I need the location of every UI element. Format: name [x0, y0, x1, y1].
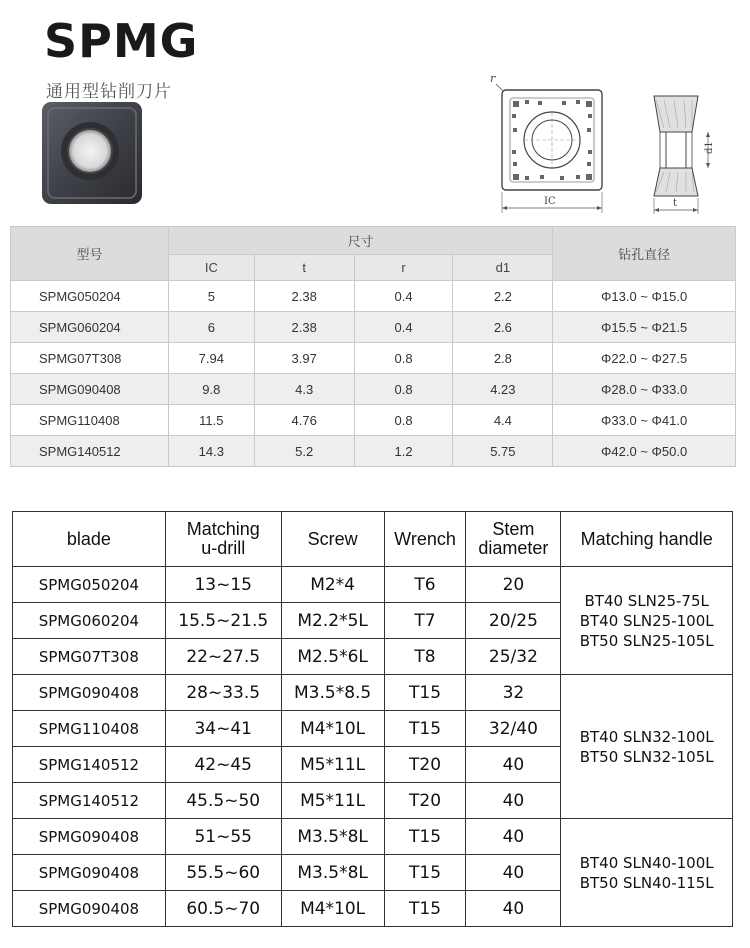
screw-cell: M4*10L	[281, 891, 384, 927]
r-cell: 0.4	[354, 312, 453, 343]
t-cell: 4.3	[254, 374, 354, 405]
model-cell: SPMG110408	[11, 405, 169, 436]
stem-cell: 40	[466, 855, 561, 891]
r-cell: 0.8	[354, 405, 453, 436]
header-ic: IC	[168, 255, 254, 281]
screw-cell: M2.5*6L	[281, 639, 384, 675]
wrench-cell: T20	[384, 783, 466, 819]
insert-top-view-drawing	[480, 68, 620, 218]
table-row	[11, 281, 736, 312]
handle-model: BT50 SLN25-105L	[579, 631, 714, 650]
hole-diameter-cell: Φ13.0 ~ Φ15.0	[553, 281, 736, 312]
d1-cell: 4.23	[453, 374, 553, 405]
model-cell: SPMG090408	[11, 374, 169, 405]
r-cell: 1.2	[354, 436, 453, 467]
handle-model: BT50 SLN32-105L	[579, 747, 714, 766]
ic-cell: 7.94	[168, 343, 254, 374]
table-row	[13, 819, 733, 855]
udrill-cell: 13~15	[165, 567, 281, 603]
ic-cell: 9.8	[168, 374, 254, 405]
table-row	[11, 374, 736, 405]
stem-cell: 20	[466, 567, 561, 603]
screw-cell: M2*4	[281, 567, 384, 603]
wrench-cell: T15	[384, 675, 466, 711]
model-cell: SPMG140512	[11, 436, 169, 467]
blade-cell: SPMG050204	[13, 567, 166, 603]
wrench-cell: T15	[384, 819, 466, 855]
matching-table	[12, 511, 733, 927]
blade-cell: SPMG140512	[13, 747, 166, 783]
wrench-cell: T7	[384, 603, 466, 639]
radius-label: r	[490, 72, 496, 85]
stem-cell: 20/25	[466, 603, 561, 639]
handle-model: BT40 SLN25-100L	[579, 611, 714, 630]
udrill-cell: 28~33.5	[165, 675, 281, 711]
header-matching-udrill	[165, 512, 281, 567]
stem-cell: 40	[466, 747, 561, 783]
udrill-cell: 60.5~70	[165, 891, 281, 927]
model-cell: SPMG07T308	[11, 343, 169, 374]
wrench-cell: T15	[384, 855, 466, 891]
blade-cell: SPMG090408	[13, 855, 166, 891]
blade-cell: SPMG140512	[13, 783, 166, 819]
wrench-cell: T8	[384, 639, 466, 675]
header-t: t	[254, 255, 354, 281]
r-cell: 0.4	[354, 281, 453, 312]
header-size: 尺寸	[168, 227, 552, 255]
header-blade: blade	[13, 512, 166, 567]
stem-cell: 40	[466, 891, 561, 927]
udrill-cell: 15.5~21.5	[165, 603, 281, 639]
header-udrill-line2: u-drill	[201, 538, 246, 558]
hole-diameter-cell: Φ42.0 ~ Φ50.0	[553, 436, 736, 467]
header-d1: d1	[453, 255, 553, 281]
insert-photo	[38, 98, 148, 210]
header-stem-line1: Stem	[492, 519, 535, 539]
blade-cell: SPMG060204	[13, 603, 166, 639]
header-stem-line2: diameter	[478, 538, 549, 558]
wrench-cell: T20	[384, 747, 466, 783]
hole-diameter-cell: Φ15.5 ~ Φ21.5	[553, 312, 736, 343]
model-cell: SPMG060204	[11, 312, 169, 343]
stem-cell: 25/32	[466, 639, 561, 675]
t-cell: 5.2	[254, 436, 354, 467]
table-row	[11, 436, 736, 467]
t-cell: 4.76	[254, 405, 354, 436]
t-cell: 2.38	[254, 281, 354, 312]
ic-cell: 6	[168, 312, 254, 343]
d1-label: d1	[704, 141, 715, 154]
udrill-cell: 34~41	[165, 711, 281, 747]
table-row	[11, 343, 736, 374]
d1-cell: 5.75	[453, 436, 553, 467]
screw-cell: M3.5*8L	[281, 855, 384, 891]
header-udrill-line1: Matching	[186, 519, 260, 539]
page-title: SPMG	[44, 14, 199, 68]
table-row	[11, 312, 736, 343]
wrench-cell: T15	[384, 891, 466, 927]
spec-table	[10, 226, 736, 467]
matching-handle-cell	[561, 819, 733, 927]
screw-cell: M3.5*8.5	[281, 675, 384, 711]
table-row	[13, 675, 733, 711]
handle-model: BT40 SLN32-100L	[579, 727, 714, 746]
header-r: r	[354, 255, 453, 281]
handle-model: BT40 SLN25-75L	[584, 591, 709, 610]
blade-cell: SPMG110408	[13, 711, 166, 747]
blade-cell: SPMG090408	[13, 675, 166, 711]
header-stem-diameter	[466, 512, 561, 567]
stem-cell: 32	[466, 675, 561, 711]
insert-side-view-drawing	[640, 88, 720, 218]
r-cell: 0.8	[354, 343, 453, 374]
wrench-cell: T6	[384, 567, 466, 603]
t-cell: 3.97	[254, 343, 354, 374]
udrill-cell: 51~55	[165, 819, 281, 855]
ic-cell: 11.5	[168, 405, 254, 436]
matching-handle-cell	[561, 567, 733, 675]
ic-cell: 5	[168, 281, 254, 312]
screw-cell: M3.5*8L	[281, 819, 384, 855]
header-wrench: Wrench	[384, 512, 466, 567]
screw-cell: M2.2*5L	[281, 603, 384, 639]
t-label: t	[673, 198, 678, 209]
header-screw: Screw	[281, 512, 384, 567]
ic-cell: 14.3	[168, 436, 254, 467]
udrill-cell: 22~27.5	[165, 639, 281, 675]
hole-diameter-cell: Φ33.0 ~ Φ41.0	[553, 405, 736, 436]
wrench-cell: T15	[384, 711, 466, 747]
header-hole-diameter: 钻孔直径	[553, 227, 736, 281]
handle-model: BT40 SLN40-100L	[579, 853, 714, 872]
table-row	[13, 567, 733, 603]
hole-diameter-cell: Φ28.0 ~ Φ33.0	[553, 374, 736, 405]
screw-cell: M5*11L	[281, 783, 384, 819]
screw-cell: M4*10L	[281, 711, 384, 747]
page-subtitle: 通用型钻削刀片	[46, 82, 172, 102]
blade-cell: SPMG07T308	[13, 639, 166, 675]
stem-cell: 40	[466, 783, 561, 819]
d1-cell: 2.8	[453, 343, 553, 374]
screw-cell: M5*11L	[281, 747, 384, 783]
d1-cell: 4.4	[453, 405, 553, 436]
ic-label: IC	[544, 196, 556, 207]
blade-cell: SPMG090408	[13, 891, 166, 927]
udrill-cell: 42~45	[165, 747, 281, 783]
table-row	[11, 405, 736, 436]
hole-diameter-cell: Φ22.0 ~ Φ27.5	[553, 343, 736, 374]
stem-cell: 40	[466, 819, 561, 855]
r-cell: 0.8	[354, 374, 453, 405]
t-cell: 2.38	[254, 312, 354, 343]
blade-cell: SPMG090408	[13, 819, 166, 855]
d1-cell: 2.2	[453, 281, 553, 312]
stem-cell: 32/40	[466, 711, 561, 747]
handle-model: BT50 SLN40-115L	[579, 873, 714, 892]
matching-handle-cell	[561, 675, 733, 819]
header-matching-handle: Matching handle	[561, 512, 733, 567]
udrill-cell: 45.5~50	[165, 783, 281, 819]
d1-cell: 2.6	[453, 312, 553, 343]
header-model: 型号	[11, 227, 169, 281]
model-cell: SPMG050204	[11, 281, 169, 312]
udrill-cell: 55.5~60	[165, 855, 281, 891]
